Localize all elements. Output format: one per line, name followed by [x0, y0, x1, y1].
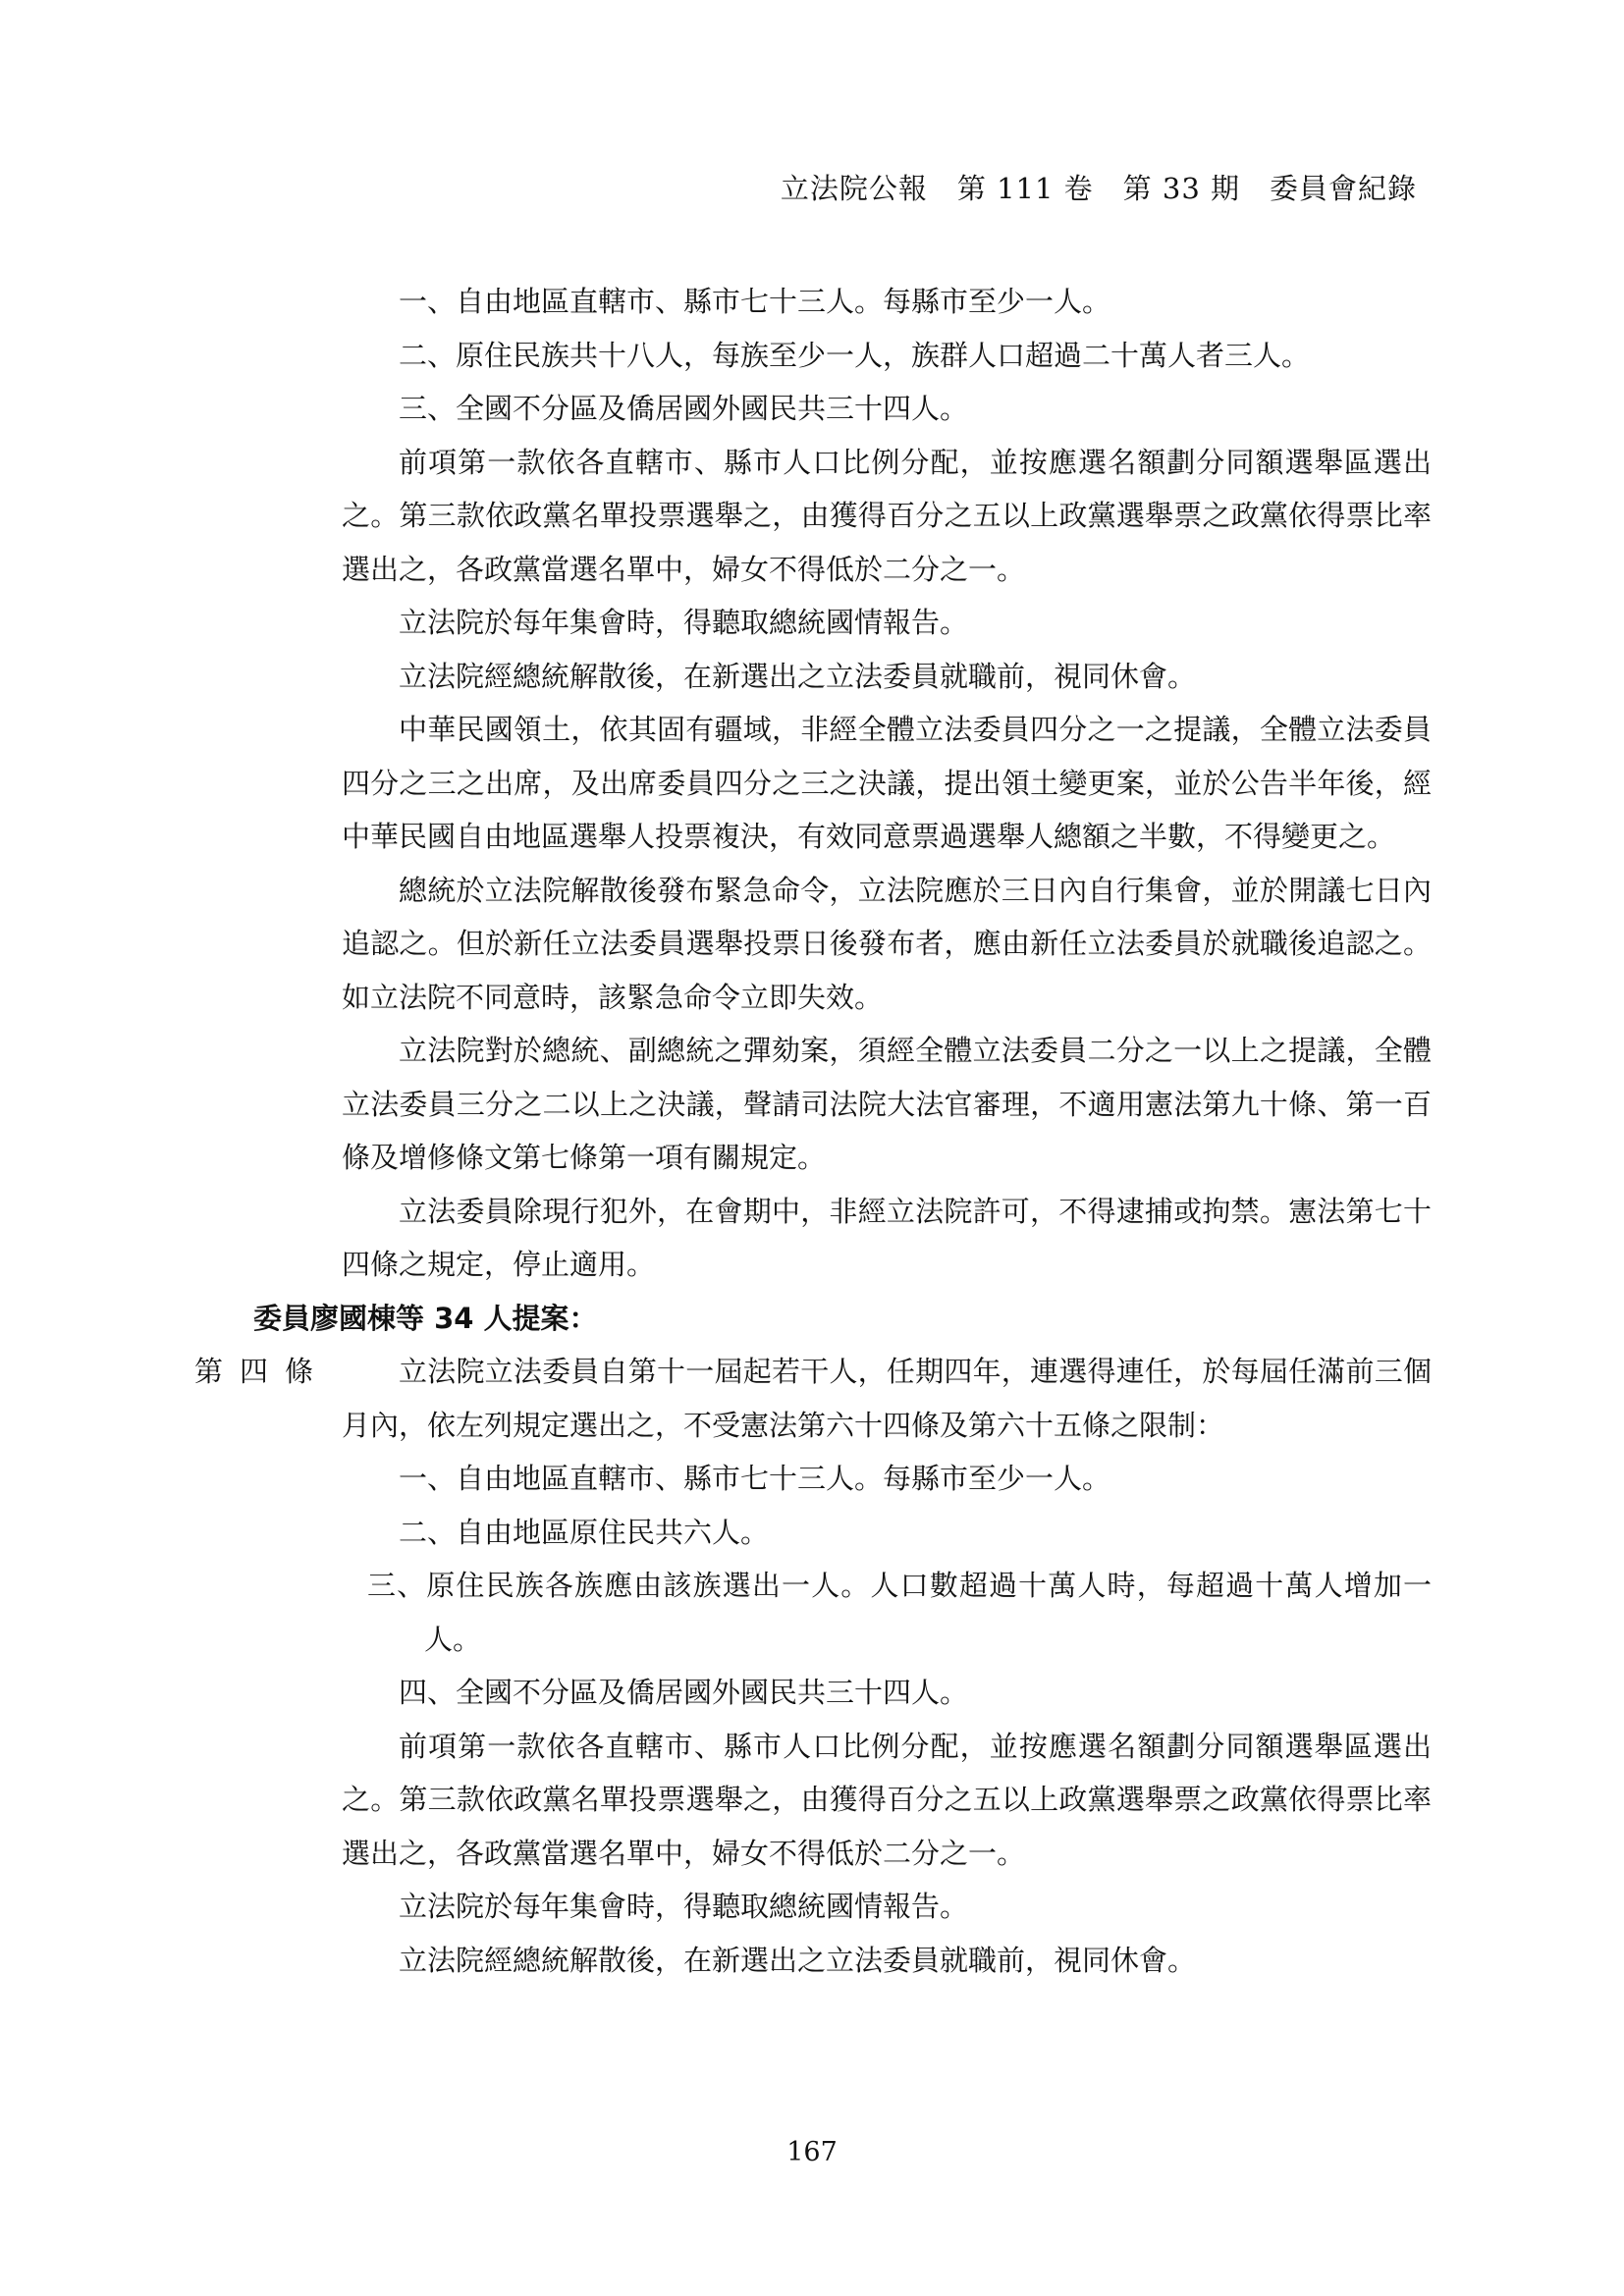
paragraph: 總統於立法院解散後發布緊急命令，立法院應於三日內自行集會，並於開議七日內追認之。但於新任立法委員選舉投票日後發布者，應由新任立法委員於就職後追認之。如立法院不同意時，該緊急命令立即失效。: [342, 873, 1432, 1014]
list-item: 二、自由地區原住民共六人。: [399, 1515, 770, 1549]
list-item: 一、自由地區直轄市、縣市七十三人。每縣市至少一人。: [399, 1462, 1111, 1495]
gazette-header: 立法院公報 第 111 卷 第 33 期 委員會紀錄: [780, 172, 1417, 205]
list-item: 三、原住民族各族應由該族選出一人。人口數超過十萬人時，每超過十萬人增加一人。: [367, 1569, 1432, 1656]
list-item: 三、全國不分區及僑居國外國民共三十四人。: [399, 392, 969, 425]
proposal-heading: 委員廖國棟等 34 人提案：: [253, 1301, 598, 1335]
paragraph: 中華民國領土，依其固有疆域，非經全體立法委員四分之一之提議，全體立法委員四分之三之出席，及出席委員四分之三之決議，提出領土變更案，並於公告半年後，經中華民國自由地區選舉人投票複決，有效同意票過選舉人總額之半數，不得變更之。: [342, 713, 1432, 853]
page-number: 167: [786, 2137, 838, 2167]
list-item: 二、原住民族共十八人，每族至少一人，族群人口超過二十萬人者三人。: [399, 338, 1311, 372]
list-item: 四、全國不分區及僑居國外國民共三十四人。: [399, 1676, 969, 1709]
article-row: [194, 1345, 1432, 1452]
paragraph: 立法院對於總統、副總統之彈劾案，須經全體立法委員二分之一以上之提議，全體立法委員三分之二以上之決議，聲請司法院大法官審理，不適用憲法第九十條、第一百條及增修條文第七條第一項有關規定。: [342, 1034, 1432, 1174]
article-text: 立法院立法委員自第十一屆起若干人，任期四年，連選得連任，於每屆任滿前三個月內，依左列規定選出之，不受憲法第六十四條及第六十五條之限制：: [342, 1355, 1432, 1442]
paragraph: 立法院於每年集會時，得聽取總統國情報告。: [399, 606, 969, 639]
paragraph: 立法院經總統解散後，在新選出之立法委員就職前，視同休會。: [399, 659, 1197, 693]
paragraph: 立法院於每年集會時，得聽取總統國情報告。: [399, 1890, 969, 1923]
document-body: [194, 275, 1432, 1987]
paragraph: 前項第一款依各直轄市、縣市人口比例分配，並按應選名額劃分同額選舉區選出之。第三款依政黨名單投票選舉之，由獲得百分之五以上政黨選舉票之政黨依得票比率選出之，各政黨當選名單中，婦女不得低於二分之一。: [342, 1729, 1432, 1870]
paragraph: 立法院經總統解散後，在新選出之立法委員就職前，視同休會。: [399, 1943, 1197, 1977]
list-item: 一、自由地區直轄市、縣市七十三人。每縣市至少一人。: [399, 285, 1111, 318]
paragraph: 前項第一款依各直轄市、縣市人口比例分配，並按應選名額劃分同額選舉區選出之。第三款依政黨名單投票選舉之，由獲得百分之五以上政黨選舉票之政黨依得票比率選出之，各政黨當選名單中，婦女不得低於二分之一。: [342, 445, 1432, 586]
paragraph: 立法委員除現行犯外，在會期中，非經立法院許可，不得逮捕或拘禁。憲法第七十四條之規定，停止適用。: [342, 1194, 1432, 1281]
article-label: 第四條: [194, 1355, 331, 1388]
